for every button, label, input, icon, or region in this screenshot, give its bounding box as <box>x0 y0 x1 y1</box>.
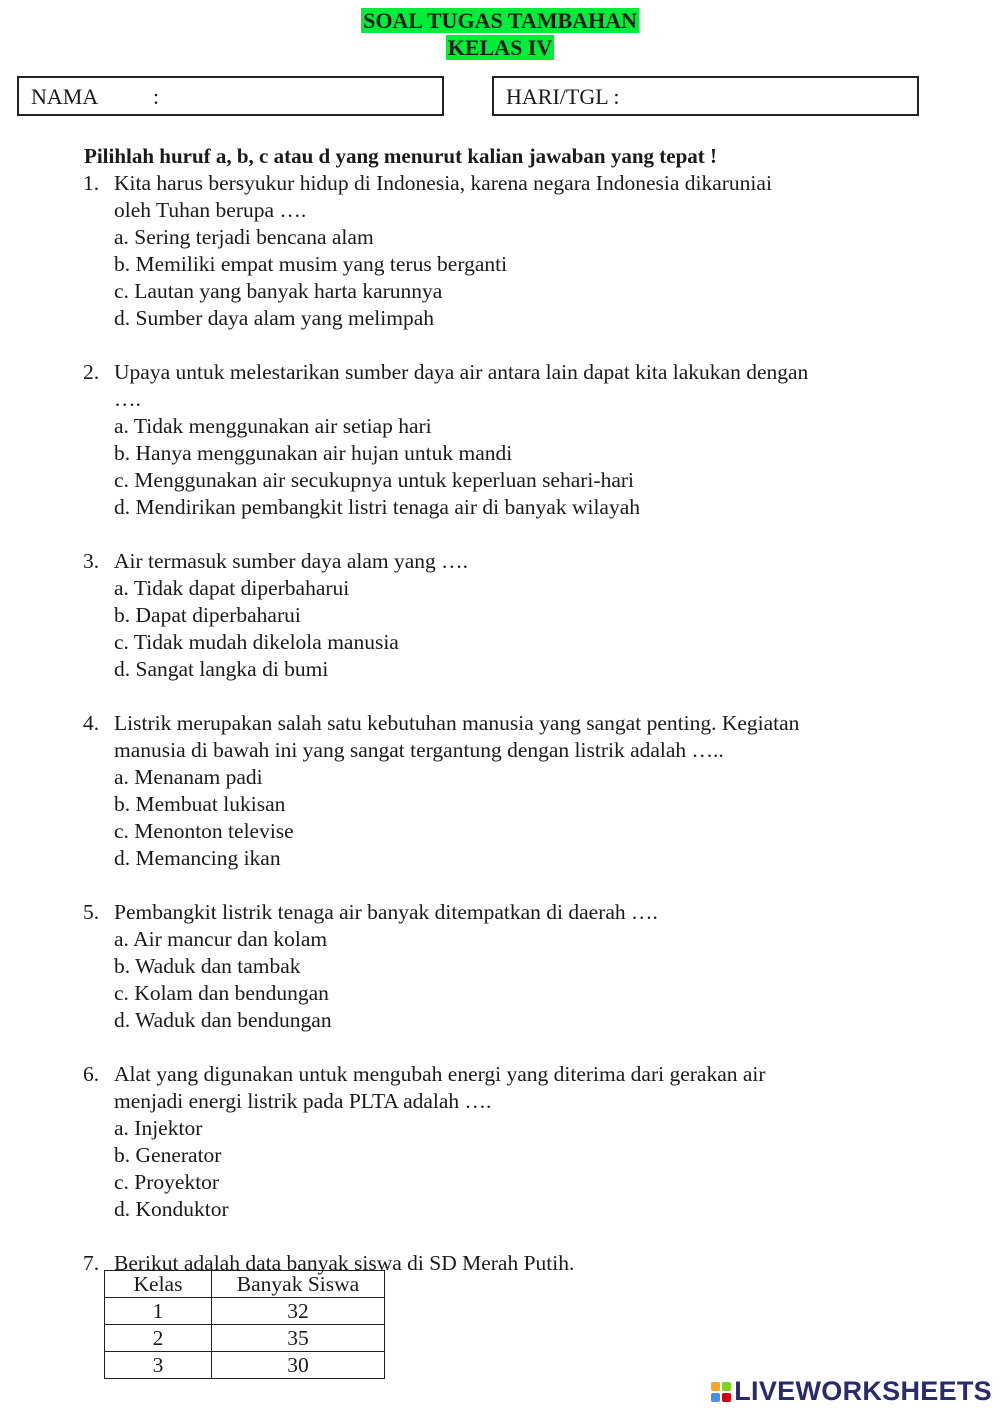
table-row <box>105 1325 385 1352</box>
answer-option-a[interactable]: a. Menanam padi <box>114 765 263 789</box>
question-6 <box>83 1061 883 1223</box>
answer-option-c[interactable]: c. Menggunakan air secukupnya untuk keperluan sehari-hari <box>114 468 634 492</box>
table-cell-banyak-siswa: 35 <box>212 1325 385 1352</box>
stem-line: menjadi energi listrik pada PLTA adalah …. <box>114 1089 492 1113</box>
question-number: 1. <box>83 171 100 195</box>
date-label: HARI/TGL : <box>506 84 620 109</box>
table-header-banyak-siswa: Banyak Siswa <box>212 1271 385 1298</box>
answer-option-a[interactable]: a. Tidak dapat diperbaharui <box>114 576 350 600</box>
answer-option-d[interactable]: d. Konduktor <box>114 1197 229 1221</box>
stem-line: …. <box>114 387 141 411</box>
stem-line: Upaya untuk melestarikan sumber daya air antara lain dapat kita lakukan dengan <box>114 360 809 384</box>
question-number: 4. <box>83 711 100 735</box>
stem-line: Listrik merupakan salah satu kebutuhan manusia yang sangat penting. Kegiatan <box>114 711 800 735</box>
answer-option-d[interactable]: d. Mendirikan pembangkit listri tenaga air di banyak wilayah <box>114 495 641 519</box>
question-2 <box>83 359 883 521</box>
answer-option-d[interactable]: d. Sangat langka di bumi <box>114 657 329 681</box>
question-stem <box>114 548 883 575</box>
name-colon: : <box>153 84 160 109</box>
liveworksheets-watermark <box>711 1376 992 1407</box>
answer-option-c[interactable]: c. Lautan yang banyak harta karunnya <box>114 279 443 303</box>
liveworksheets-logo-icon <box>711 1382 731 1402</box>
question-3 <box>83 548 883 683</box>
date-field[interactable] <box>492 76 919 116</box>
stem-line: Berikut adalah data banyak siswa di SD Merah Putih. <box>114 1251 575 1275</box>
name-label: NAMA <box>31 84 99 109</box>
watermark-text: LIVEWORKSHEETS <box>734 1376 992 1406</box>
stem-line: Pembangkit listrik tenaga air banyak ditempatkan di daerah …. <box>114 900 658 924</box>
question-number: 3. <box>83 549 100 573</box>
answer-option-b[interactable]: b. Waduk dan tambak <box>114 954 301 978</box>
answer-option-a[interactable]: a. Tidak menggunakan air setiap hari <box>114 414 432 438</box>
answer-option-b[interactable]: b. Membuat lukisan <box>114 792 286 816</box>
stem-line: oleh Tuhan berupa …. <box>114 198 307 222</box>
instruction: Pilihlah huruf a, b, c atau d yang menurut kalian jawaban yang tepat ! <box>84 144 718 168</box>
name-field[interactable] <box>17 76 444 116</box>
table-cell-kelas: 1 <box>105 1298 212 1325</box>
answer-option-a[interactable]: a. Sering terjadi bencana alam <box>114 225 374 249</box>
question-number: 6. <box>83 1062 100 1086</box>
worksheet-title-text: SOAL TUGAS TAMBAHAN <box>363 8 637 33</box>
class-title-text: KELAS IV <box>447 35 553 60</box>
table-cell-kelas: 3 <box>105 1352 212 1379</box>
question-stem <box>114 899 883 926</box>
answer-option-b[interactable]: b. Memiliki empat musim yang terus berganti <box>114 252 508 276</box>
stem-line: manusia di bawah ini yang sangat tergantung dengan listrik adalah ….. <box>114 738 724 762</box>
question-stem <box>114 359 883 413</box>
question-stem <box>114 710 883 764</box>
answer-option-c[interactable]: c. Menonton televise <box>114 819 294 843</box>
logo-square <box>722 1393 731 1402</box>
answer-option-b[interactable]: b. Generator <box>114 1143 222 1167</box>
answer-option-c[interactable]: c. Kolam dan bendungan <box>114 981 329 1005</box>
table-header-row <box>105 1271 385 1298</box>
worksheet-title <box>0 8 1000 34</box>
answer-option-a[interactable]: a. Injektor <box>114 1116 203 1140</box>
table-cell-kelas: 2 <box>105 1325 212 1352</box>
logo-square <box>722 1382 731 1391</box>
question-list <box>83 170 883 1277</box>
answer-option-d[interactable]: d. Waduk dan bendungan <box>114 1008 332 1032</box>
question-stem <box>114 170 883 224</box>
table-header-kelas: Kelas <box>105 1271 212 1298</box>
stem-line: Air termasuk sumber daya alam yang …. <box>114 549 469 573</box>
question-1 <box>83 170 883 332</box>
answer-option-c[interactable]: c. Tidak mudah dikelola manusia <box>114 630 399 654</box>
stem-line: Kita harus bersyukur hidup di Indonesia, karena negara Indonesia dikaruniai <box>114 171 772 195</box>
answer-option-d[interactable]: d. Sumber daya alam yang melimpah <box>114 306 435 330</box>
logo-square <box>711 1382 720 1391</box>
question-number: 2. <box>83 360 100 384</box>
stem-line: Alat yang digunakan untuk mengubah energi yang diterima dari gerakan air <box>114 1062 766 1086</box>
answer-option-d[interactable]: d. Memancing ikan <box>114 846 281 870</box>
answer-option-b[interactable]: b. Dapat diperbaharui <box>114 603 301 627</box>
answer-option-a[interactable]: a. Air mancur dan kolam <box>114 927 328 951</box>
question-4 <box>83 710 883 872</box>
question-number: 7. <box>83 1251 100 1275</box>
answer-option-c[interactable]: c. Proyektor <box>114 1170 220 1194</box>
question-5 <box>83 899 883 1034</box>
student-table <box>104 1270 385 1379</box>
table-row <box>105 1298 385 1325</box>
class-title <box>0 35 1000 61</box>
table-row <box>105 1352 385 1379</box>
question-number: 5. <box>83 900 100 924</box>
table-cell-banyak-siswa: 32 <box>212 1298 385 1325</box>
logo-square <box>711 1393 720 1402</box>
answer-option-b[interactable]: b. Hanya menggunakan air hujan untuk mandi <box>114 441 513 465</box>
question-stem <box>114 1061 883 1115</box>
table-cell-banyak-siswa: 30 <box>212 1352 385 1379</box>
